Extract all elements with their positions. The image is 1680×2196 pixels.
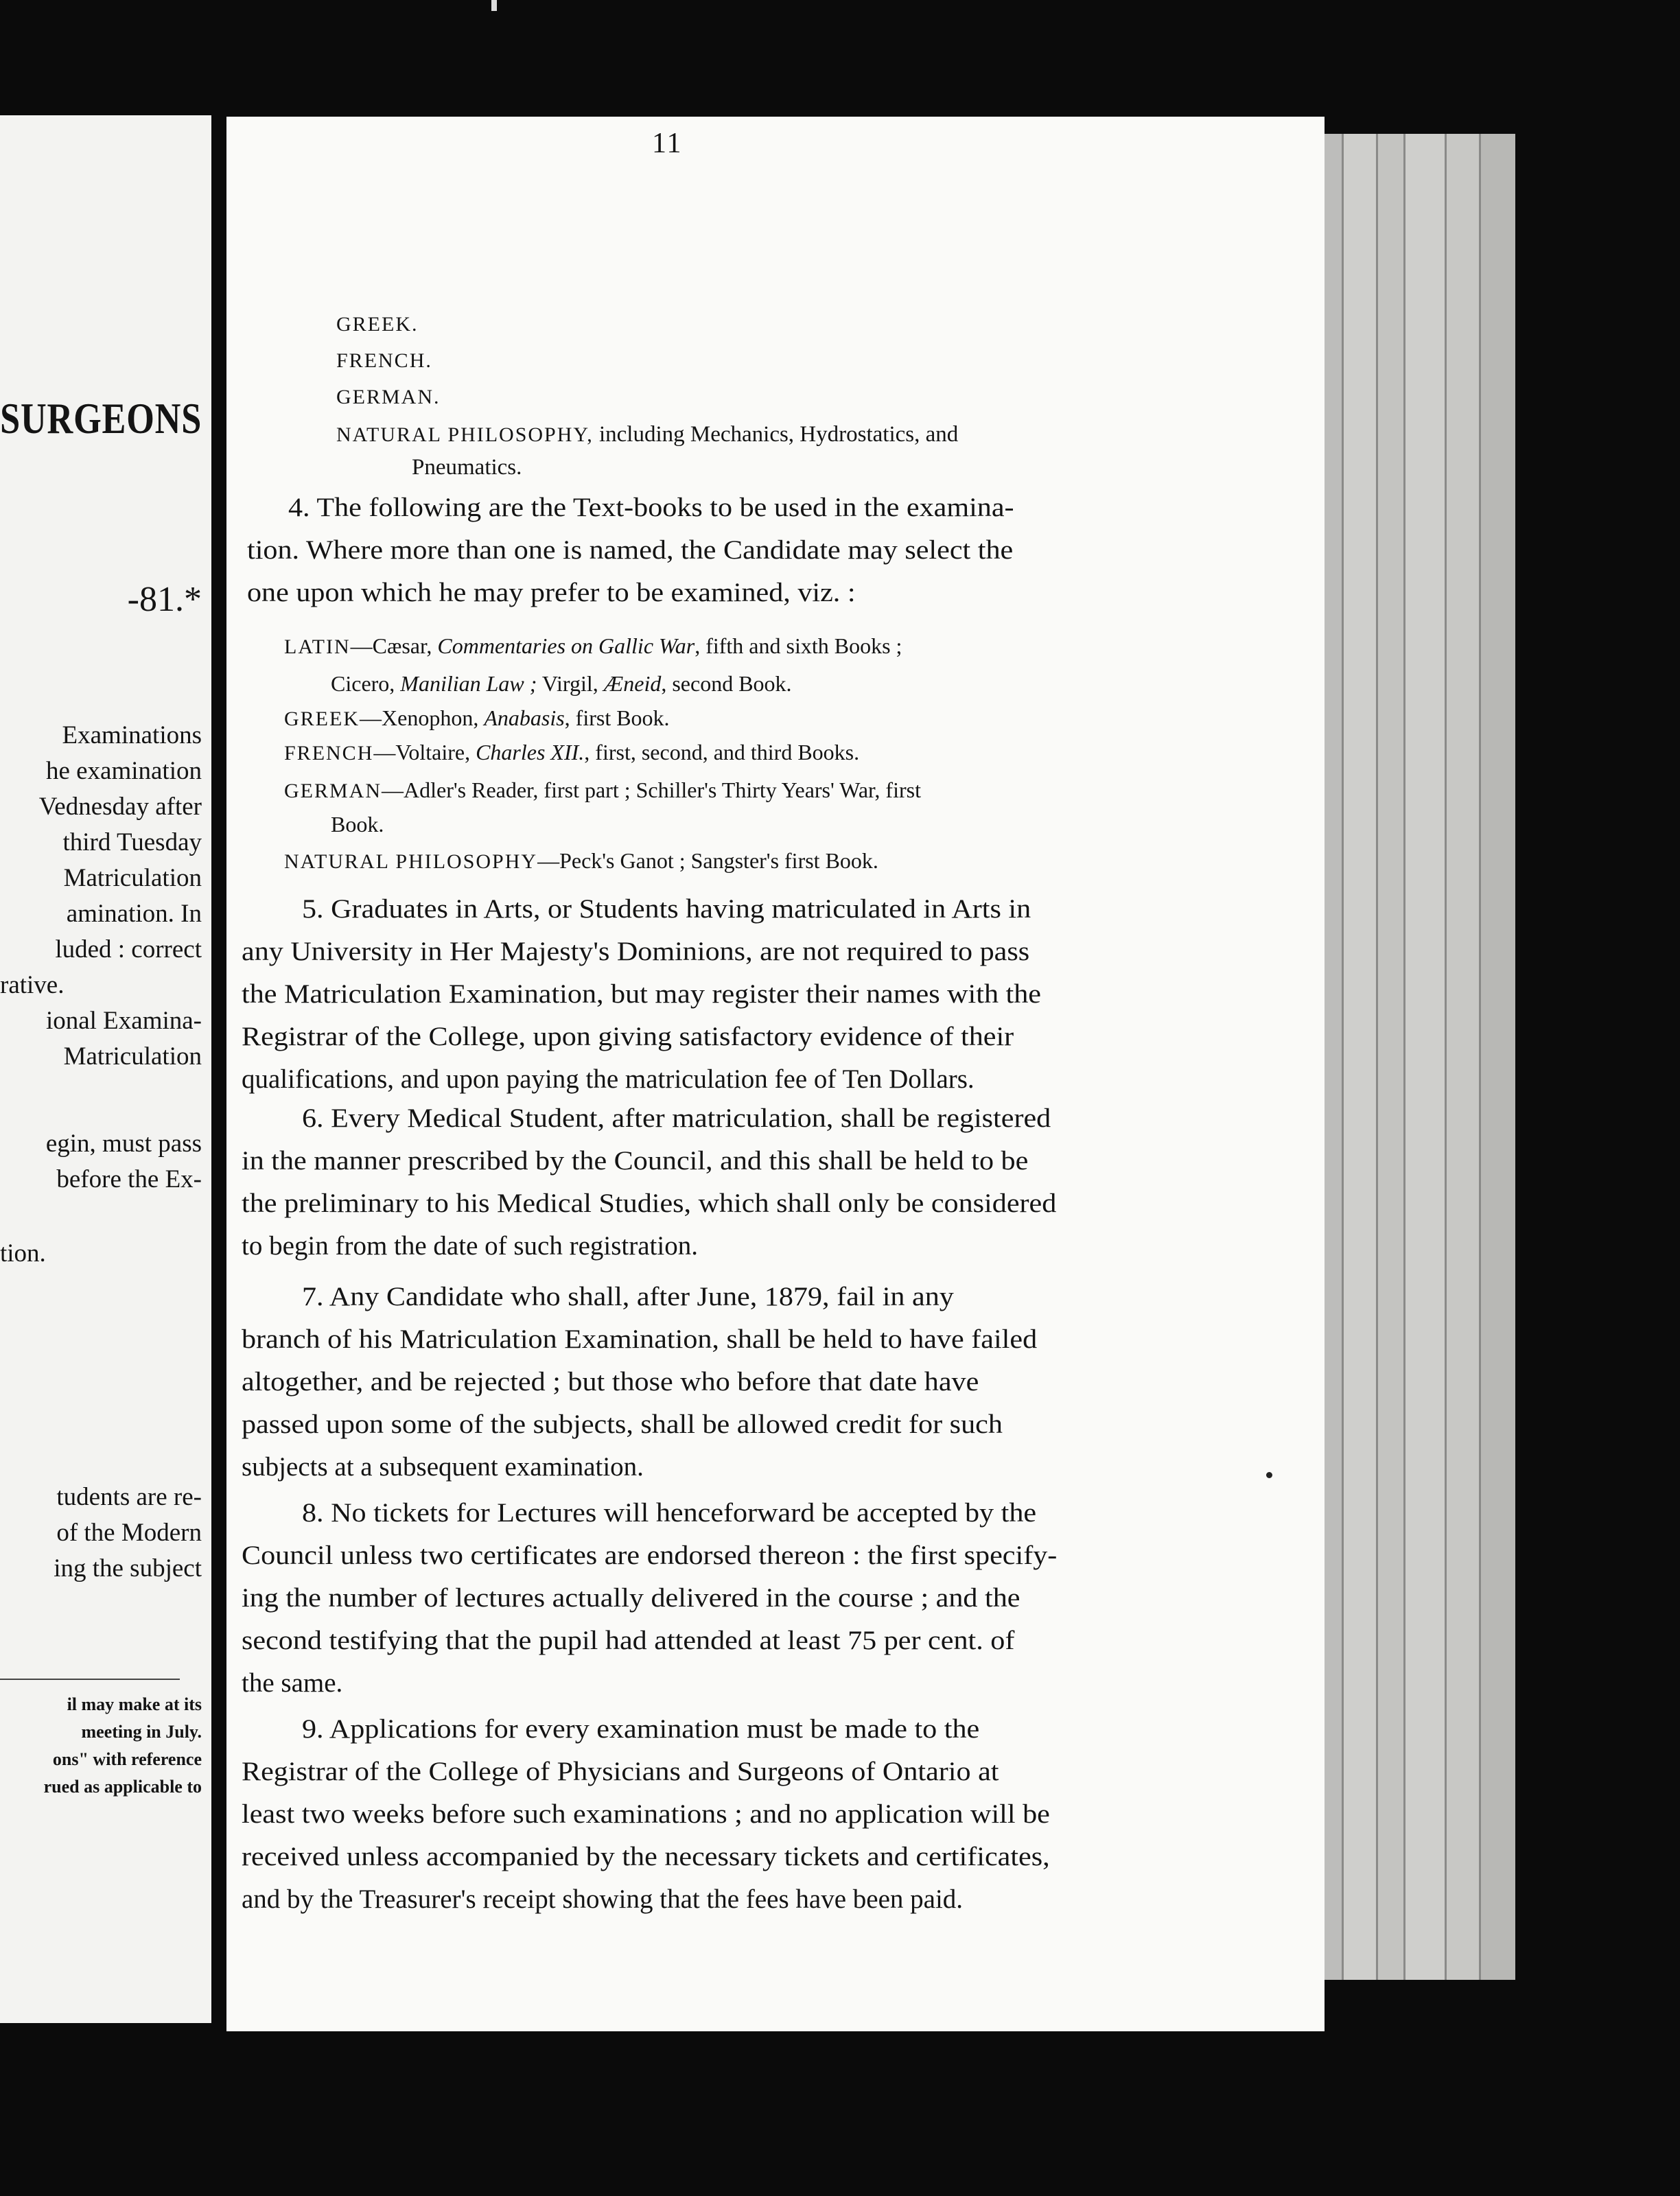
left-line: Examinations bbox=[62, 721, 202, 749]
paragraph-8-line: second testifying that the pupil had attended at least 75 per cent. of bbox=[242, 1626, 1015, 1655]
textbook-greek: GREEK—Xenophon, Anabasis, first Book. bbox=[284, 705, 670, 730]
paragraph-6-line: in the manner prescribed by the Council, and this shall be held to be bbox=[242, 1146, 1029, 1176]
left-line: -81.* bbox=[127, 580, 202, 619]
left-footnote-line: ons" with reference bbox=[52, 1749, 202, 1769]
paragraph-4-line: tion. Where more than one is named, the Candidate may select the bbox=[247, 535, 1014, 565]
paragraph-5-line: any University in Her Majesty's Dominions, are not required to pass bbox=[242, 937, 1030, 966]
left-page-fragment bbox=[0, 115, 211, 2023]
left-heading: SURGEONS bbox=[0, 394, 202, 443]
paragraph-7-line: 7. Any Candidate who shall, after June, 1879, fail in any bbox=[302, 1282, 954, 1311]
page-number: 11 bbox=[652, 128, 683, 159]
left-line: ing the subject bbox=[54, 1554, 202, 1582]
paragraph-5-line: 5. Graduates in Arts, or Students having matriculated in Arts in bbox=[302, 894, 1031, 924]
paragraph-8-line: the same. bbox=[242, 1668, 343, 1698]
left-line: luded : correct bbox=[55, 935, 202, 963]
paragraph-9-line: 9. Applications for every examination must be made to the bbox=[302, 1714, 980, 1744]
paragraph-9-line: received unless accompanied by the necessary tickets and certificates, bbox=[242, 1842, 1050, 1871]
left-line: before the Ex- bbox=[56, 1165, 202, 1193]
textbook-latin: LATIN—Cæsar, Commentaries on Gallic War, fifth and sixth Books ; bbox=[284, 633, 902, 658]
left-line: ional Examina- bbox=[45, 1007, 202, 1035]
textbook-latin-cont: Cicero, Manilian Law ; Virgil, Æneid, second Book. bbox=[331, 671, 792, 696]
left-line: tion. bbox=[0, 1239, 46, 1268]
paragraph-9-line: least two weeks before such examinations ; and no application will be bbox=[242, 1799, 1050, 1829]
footnote-rule bbox=[0, 1679, 180, 1680]
left-footnote-line: meeting in July. bbox=[81, 1722, 202, 1742]
subject-french: FRENCH. bbox=[336, 349, 432, 372]
left-line: rative. bbox=[0, 971, 65, 999]
paragraph-5-line: qualifications, and upon paying the matriculation fee of Ten Dollars. bbox=[242, 1064, 975, 1094]
left-footnote-line: il may make at its bbox=[67, 1694, 202, 1714]
paragraph-7-line: altogether, and be rejected ; but those who before that date have bbox=[242, 1367, 979, 1397]
left-line: Matriculation bbox=[63, 1042, 202, 1071]
subject-german: GERMAN. bbox=[336, 386, 441, 408]
paragraph-5-line: the Matriculation Examination, but may register their names with the bbox=[242, 979, 1042, 1009]
paragraph-4-line: one upon which he may prefer to be examined, viz. : bbox=[247, 578, 856, 607]
paragraph-9-line: and by the Treasurer's receipt showing that the fees have been paid. bbox=[242, 1884, 964, 1914]
left-line: tudents are re- bbox=[56, 1483, 202, 1511]
subject-natural-philosophy-cont: Pneumatics. bbox=[412, 455, 522, 480]
left-line: third Tuesday bbox=[62, 828, 202, 856]
left-line: egin, must pass bbox=[45, 1130, 202, 1158]
paragraph-8-line: 8. No tickets for Lectures will henceforward be accepted by the bbox=[302, 1498, 1037, 1528]
left-line: he examination bbox=[45, 757, 202, 785]
textbook-natural-philosophy: NATURAL PHILOSOPHY—Peck's Ganot ; Sangster's first Book. bbox=[284, 848, 878, 873]
paragraph-5-line: Registrar of the College, upon giving satisfactory evidence of their bbox=[242, 1022, 1014, 1051]
paragraph-8-line: Council unless two certificates are endorsed thereon : the first specify- bbox=[242, 1541, 1058, 1570]
left-line: amination. In bbox=[66, 900, 202, 928]
paragraph-7-line: passed upon some of the subjects, shall be allowed credit for such bbox=[242, 1410, 1003, 1439]
paragraph-6-line: to begin from the date of such registration. bbox=[242, 1231, 698, 1261]
paragraph-9-line: Registrar of the College of Physicians and Surgeons of Ontario at bbox=[242, 1757, 999, 1786]
left-footnote-line: rued as applicable to bbox=[43, 1777, 202, 1797]
left-line: of the Modern bbox=[56, 1519, 202, 1547]
paragraph-6-line: the preliminary to his Medical Studies, which shall only be considered bbox=[242, 1189, 1057, 1218]
textbook-german: GERMAN—Adler's Reader, first part ; Schiller's Thirty Years' War, first bbox=[284, 778, 921, 802]
scan-mark bbox=[491, 0, 497, 11]
ink-speck bbox=[1266, 1472, 1272, 1478]
left-line: Vednesday after bbox=[38, 793, 202, 821]
paragraph-7-line: branch of his Matriculation Examination, shall be held to have failed bbox=[242, 1324, 1038, 1354]
left-line: Matriculation bbox=[63, 864, 202, 892]
subject-greek: GREEK. bbox=[336, 313, 419, 336]
paragraph-6-line: 6. Every Medical Student, after matriculation, shall be registered bbox=[302, 1103, 1051, 1133]
textbook-german-cont: Book. bbox=[331, 812, 384, 837]
paragraph-7-line: subjects at a subsequent examination. bbox=[242, 1452, 644, 1482]
subject-natural-philosophy: NATURAL PHILOSOPHY, including Mechanics, Hydrostatics, and bbox=[336, 422, 959, 447]
paragraph-8-line: ing the number of lectures actually delivered in the course ; and the bbox=[242, 1583, 1020, 1613]
page-edges bbox=[1314, 134, 1513, 1980]
subjects-continued bbox=[336, 314, 958, 462]
paragraph-4-line: 4. The following are the Text-books to be used in the examina- bbox=[288, 493, 1014, 522]
textbook-french: FRENCH—Voltaire, Charles XII., first, second, and third Books. bbox=[284, 740, 860, 764]
